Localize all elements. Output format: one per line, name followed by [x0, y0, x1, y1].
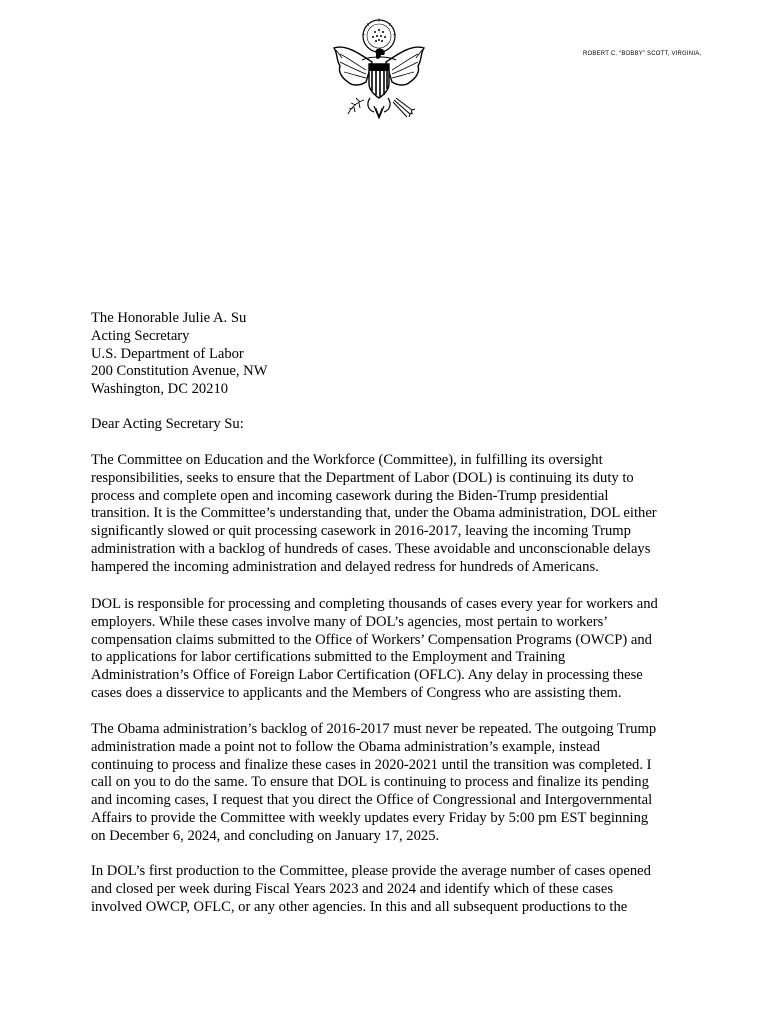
paragraph-line: call on you to do the same. To ensure that DOL is continuing to process and finalize its pending	[91, 774, 649, 791]
body-paragraph-1	[91, 452, 691, 577]
paragraph-line: involved OWCP, OFLC, or any other agencies. In this and all subsequent productions to the	[91, 898, 628, 915]
paragraph-line: to applications for labor certifications submitted to the Employment and Training	[91, 649, 566, 666]
body-paragraph-3	[91, 721, 691, 846]
paragraph-line: and incoming cases, I request that you direct the Office of Congressional and Intergovernmental	[91, 792, 653, 809]
paragraph-line: compensation claims submitted to the Office of Workers’ Compensation Programs (OWCP) and	[91, 631, 652, 648]
address-line: Acting Secretary	[91, 327, 190, 344]
paragraph-line: The Obama administration’s backlog of 2016-2017 must never be repeated. The outgoing Trump	[91, 721, 657, 737]
address-line: The Honorable Julie A. Su	[91, 310, 247, 326]
paragraph-line: and closed per week during Fiscal Years 2023 and 2024 and identify which of these cases	[91, 880, 614, 897]
paragraph-line: transition. It is the Committee’s understanding that, under the Obama administration, DOL either	[91, 505, 657, 522]
paragraph-line: responsibilities, seeks to ensure that the Department of Labor (DOL) is continuing its duty to	[91, 469, 634, 486]
paragraph-line: The Committee on Education and the Workforce (Committee), in fulfilling its oversight	[91, 452, 603, 468]
salutation: Dear Acting Secretary Su:	[91, 416, 244, 432]
paragraph-line: administration made a point not to follow the Obama administration’s example, instead	[91, 738, 601, 755]
paragraph-line: on December 6, 2024, and concluding on January 17, 2025.	[91, 827, 440, 844]
paragraph-line: administration with a backlog of hundreds of cases. These avoidable and unconscionable delays	[91, 540, 651, 557]
great-seal-eagle-icon	[326, 14, 432, 122]
paragraph-line: continuing to process and finalize these cases in 2020-2021 until the transition was completed. I	[91, 756, 652, 773]
address-line: 200 Constitution Avenue, NW	[91, 363, 268, 380]
recipient-address-block	[91, 310, 691, 399]
paragraph-line: In DOL’s first production to the Committee, please provide the average number of cases opened	[91, 863, 651, 879]
paragraph-line: Affairs to provide the Committee with weekly updates every Friday by 5:00 pm EST beginning	[91, 809, 649, 826]
paragraph-line: DOL is responsible for processing and completing thousands of cases every year for workers and	[91, 596, 658, 612]
address-line: Washington, DC 20210	[91, 381, 229, 398]
paragraph-line: significantly slowed or quit processing casework in 2016-2017, leaving the incoming Trump	[91, 523, 631, 540]
body-paragraph-2	[91, 596, 691, 703]
paragraph-line: process and complete open and incoming casework during the Biden-Trump presidential	[91, 487, 609, 504]
letterhead-member-name: ROBERT C. “BOBBY” SCOTT, VIRGINIA,	[583, 51, 702, 57]
paragraph-line: employers. While these cases involve many of DOL’s agencies, most pertain to workers’	[91, 613, 609, 630]
paragraph-line: cases does a disservice to applicants and the Members of Congress who are assisting them.	[91, 684, 622, 701]
address-line: U.S. Department of Labor	[91, 345, 244, 362]
body-paragraph-4	[91, 863, 691, 916]
paragraph-line: hampered the incoming administration and delayed redress for hundreds of Americans.	[91, 558, 599, 575]
paragraph-line: Administration’s Office of Foreign Labor Certification (OFLC). Any delay in processing these	[91, 667, 643, 684]
